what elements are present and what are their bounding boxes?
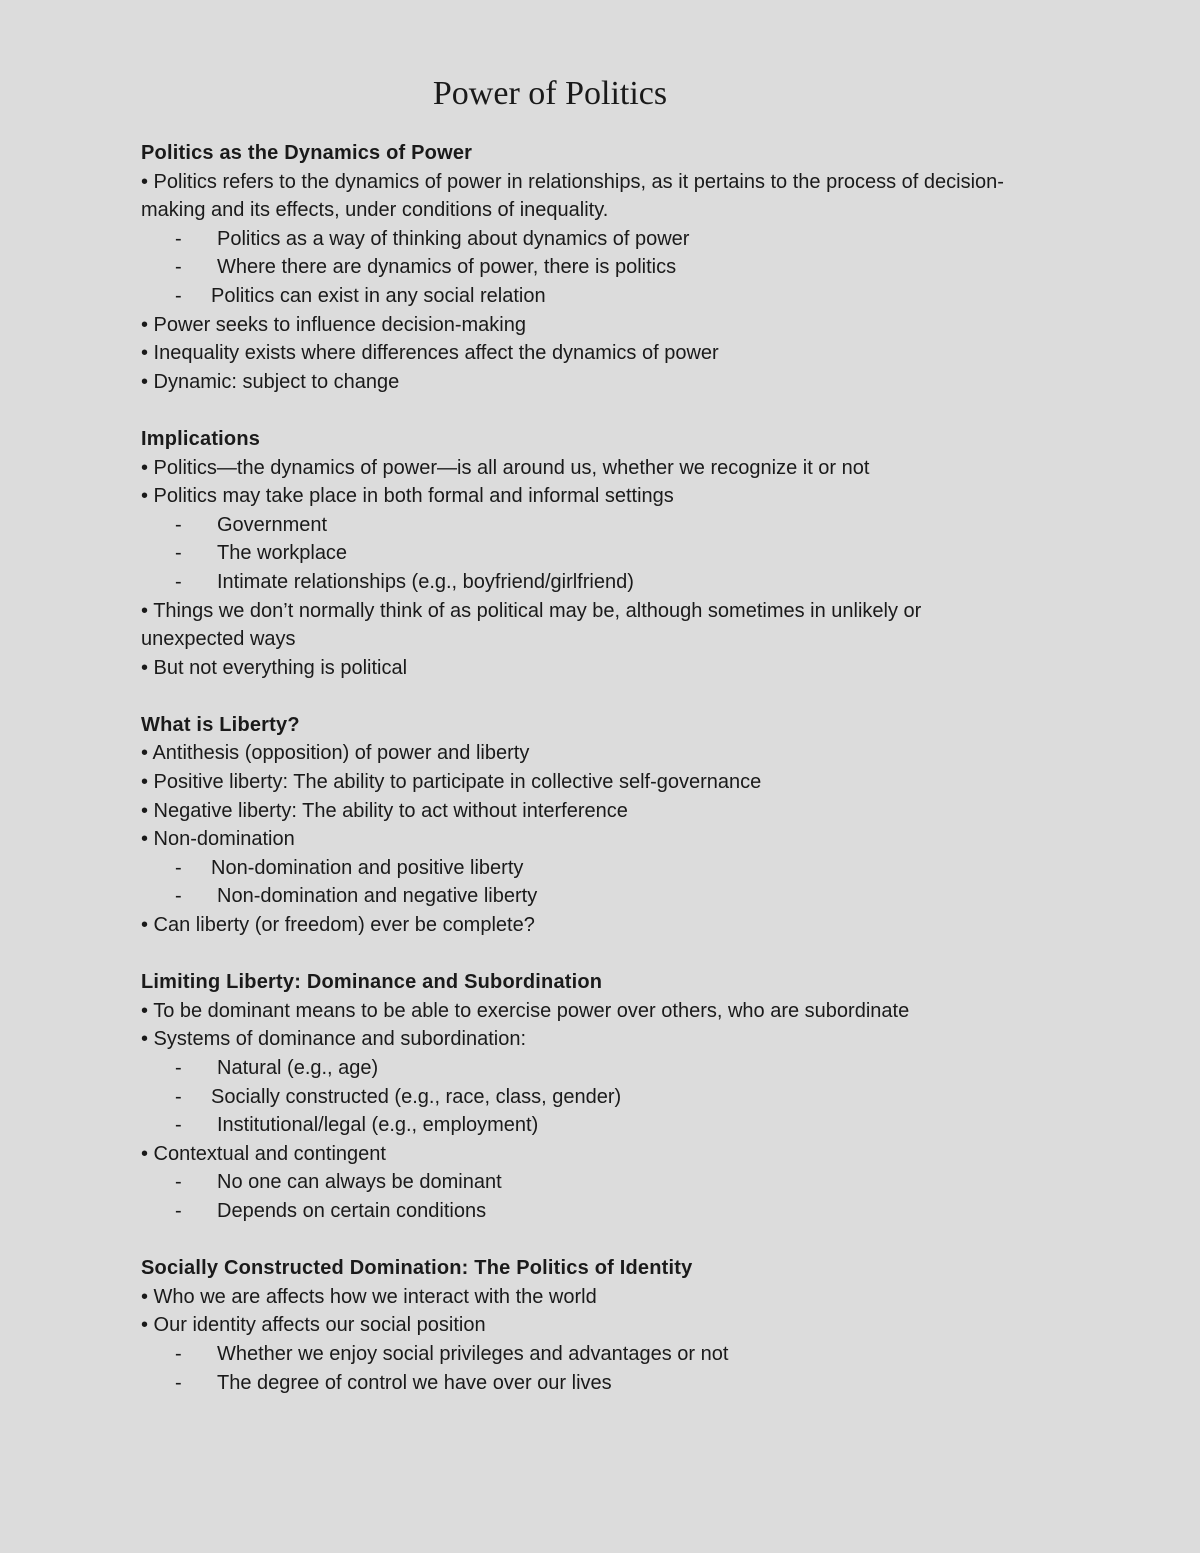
bullet-item: • Dynamic: subject to change [141,370,400,393]
bullet-item: • But not everything is political [141,656,408,679]
dash-marker: - [175,1199,182,1222]
section [141,711,1021,940]
bullet-item: • Our identity affects our social position [141,1314,486,1337]
section-heading: Limiting Liberty: Dominance and Subordination [141,971,603,994]
section-heading: Politics as the Dynamics of Power [141,142,473,164]
bullet-item: • Can liberty (or freedom) ever be complete? [141,914,535,937]
sub-item-text: The degree of control we have over our lives [217,1371,612,1394]
dash-marker: - [175,856,182,879]
section [141,968,1021,1225]
dash-marker: - [175,513,182,536]
bullet-item: • Power seeks to influence decision-making [141,313,526,336]
sub-item-text: Whether we enjoy social privileges and advantages or not [217,1342,729,1365]
sub-item [141,882,1021,911]
dash-marker: - [175,284,182,307]
dash-marker: - [175,1085,182,1108]
bullet-item: • Politics—the dynamics of power—is all around us, whether we recognize it or not [141,456,870,479]
sub-item-text: Institutional/legal (e.g., employment) [217,1114,539,1137]
sub-item [141,568,1021,597]
sub-item-text: Natural (e.g., age) [217,1057,379,1079]
bullet-item: • To be dominant means to be able to exercise power over others, who are subordinate [141,999,910,1022]
section [141,425,1021,682]
bullet-item: • Contextual and contingent [141,1142,386,1165]
bullet-item: • Who we are affects how we interact with the world [141,1285,597,1308]
sub-item-text: Socially constructed (e.g., race, class, gender) [211,1085,622,1108]
document-body [141,139,1021,1426]
section [141,139,1021,396]
bullet-item: • Politics refers to the dynamics of power in relationships, as it pertains to the process of decision-making and its effects, under conditions of inequality. [141,170,1004,222]
dash-marker: - [175,1114,182,1137]
bullet-item: • Antithesis (opposition) of power and liberty [141,742,530,765]
dash-marker: - [175,1371,182,1394]
sub-item [141,1197,1021,1226]
sub-item [141,225,1021,254]
dash-marker: - [175,885,182,908]
bullet-item: • Politics may take place in both formal and informal settings [141,485,674,508]
sub-item [141,854,1021,883]
sub-item-text: Politics can exist in any social relation [211,284,546,307]
sub-item [141,511,1021,540]
section-heading: What is Liberty? [141,713,300,736]
sub-item-text: Depends on certain conditions [217,1199,487,1222]
sub-item-text: Government [217,513,328,536]
bullet-item: • Non-domination [141,828,295,851]
dash-marker: - [175,570,182,593]
sub-item [141,253,1021,282]
sub-item [141,1340,1021,1369]
bullet-item: • Positive liberty: The ability to participate in collective self-governance [141,771,762,794]
section-heading: Socially Constructed Domination: The Politics of Identity [141,1257,693,1280]
sub-item [141,1054,1021,1083]
sub-item-text: The workplace [217,542,348,565]
sub-item-text: No one can always be dominant [217,1171,502,1194]
sub-item-text: Non-domination and positive liberty [211,856,524,879]
bullet-item: • Things we don’t normally think of as political may be, although sometimes in unlikely or unexpected ways [141,599,922,651]
sub-item-text: Politics as a way of thinking about dynamics of power [217,227,690,250]
bullet-item: • Inequality exists where differences affect the dynamics of power [141,342,719,365]
sub-item [141,282,1021,311]
dash-marker: - [175,1342,182,1365]
sub-item [141,1369,1021,1398]
sub-item [141,539,1021,568]
dash-marker: - [175,542,182,565]
dash-marker: - [175,256,182,279]
section [141,1254,1021,1397]
sub-item [141,1168,1021,1197]
sub-item-text: Where there are dynamics of power, there is politics [217,256,677,279]
bullet-item: • Systems of dominance and subordination: [141,1028,526,1051]
dash-marker: - [175,227,182,250]
section-heading: Implications [141,427,261,450]
page-title: Power of Politics [432,75,668,112]
sub-item-text: Intimate relationships (e.g., boyfriend/girlfriend) [217,570,634,593]
bullet-item: • Negative liberty: The ability to act without interference [141,799,628,822]
sub-item-text: Non-domination and negative liberty [217,885,538,908]
sub-item [141,1111,1021,1140]
sub-item [141,1083,1021,1112]
dash-marker: - [175,1171,182,1194]
dash-marker: - [175,1057,182,1079]
